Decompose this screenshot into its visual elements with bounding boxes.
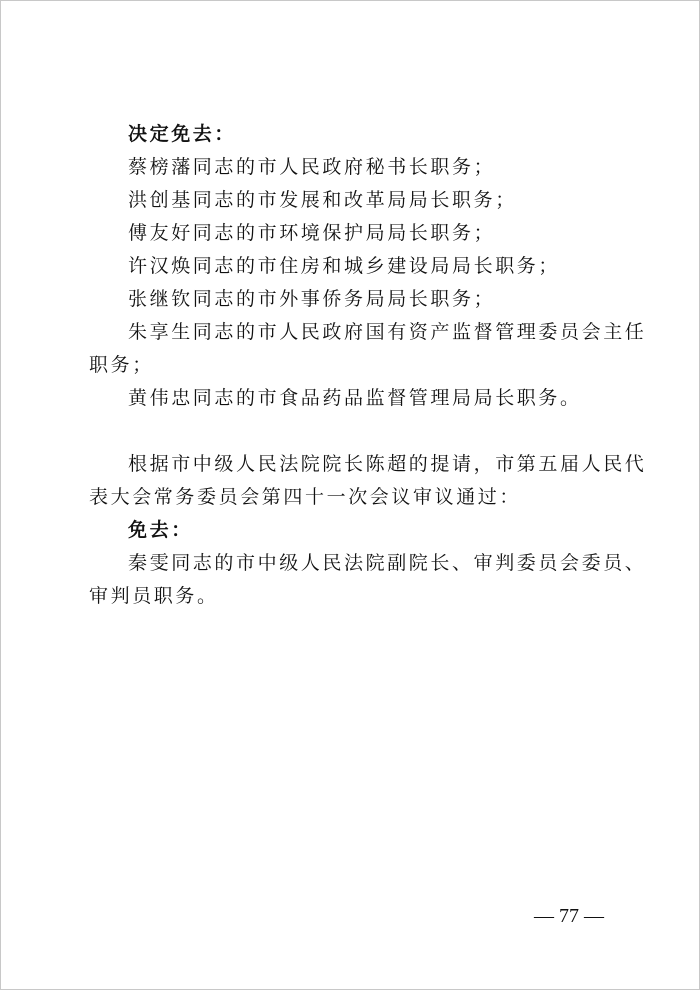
removal-item-xu: 许汉焕同志的市住房和城乡建设局局长职务； — [128, 255, 561, 277]
section-heading-removal: 免去： — [128, 519, 193, 541]
removal-item-zhang: 张继钦同志的市外事侨务局局长职务； — [128, 288, 496, 310]
section-heading-decision-removal: 决定免去： — [128, 123, 237, 145]
removal-item-huang: 黄伟忠同志的市食品药品监督管理局局长职务。 — [128, 387, 582, 409]
document-body — [89, 118, 647, 613]
page-number: — 77 — — [534, 905, 604, 927]
court-removal-item-line-1: 秦雯同志的市中级人民法院副院长、审判委员会委员、 — [128, 552, 647, 574]
removal-item-hong: 洪创基同志的市发展和改革局局长职务； — [128, 189, 517, 211]
court-removal-item-line-2: 审判员职务。 — [89, 585, 219, 607]
removal-item-zhu-line-2: 职务； — [89, 354, 154, 376]
paragraph-spacer — [89, 415, 621, 448]
removal-item-fu: 傅友好同志的市环境保护局局长职务； — [128, 222, 496, 244]
removal-item-cai: 蔡榜藩同志的市人民政府秘书长职务； — [128, 156, 496, 178]
court-request-paragraph-line-1: 根据市中级人民法院院长陈超的提请，市第五届人民代 — [128, 453, 647, 475]
removal-item-zhu-line-1: 朱享生同志的市人民政府国有资产监督管理委员会主任 — [128, 321, 647, 343]
court-request-paragraph-line-2: 表大会常务委员会第四十一次会议审议通过： — [89, 486, 522, 508]
